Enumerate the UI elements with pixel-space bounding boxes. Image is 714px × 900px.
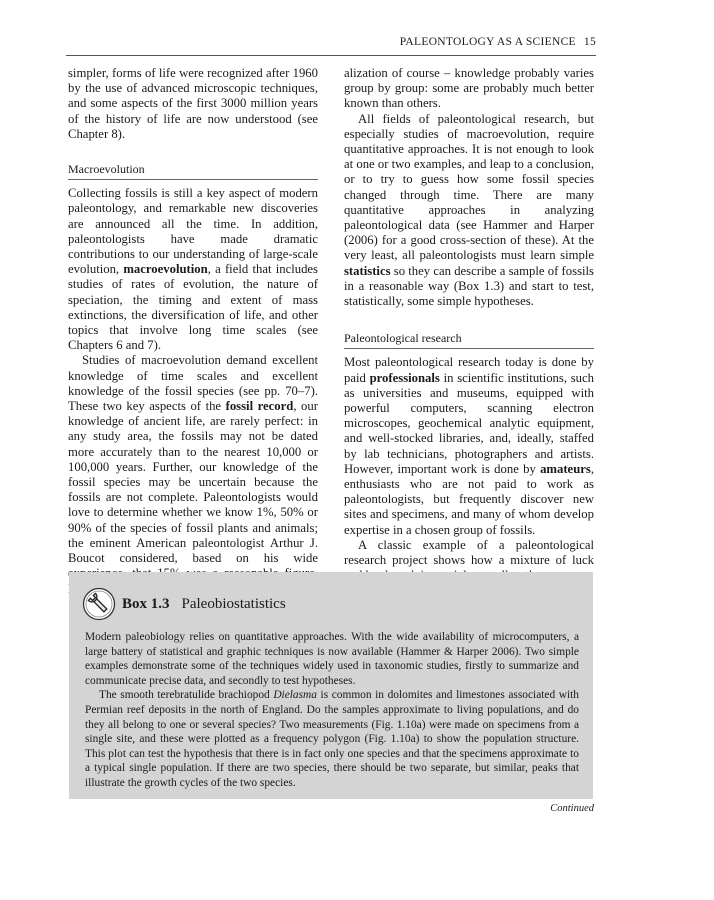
left-column <box>68 66 318 597</box>
running-header <box>66 36 596 54</box>
term-macroevolution: macroevolution <box>123 262 208 277</box>
running-title: PALEONTOLOGY AS A SCIENCE <box>399 36 576 48</box>
box-title: Paleobiostatistics <box>181 595 286 612</box>
box-1-3 <box>69 572 593 799</box>
box-paragraph-1: Modern paleobiology relies on quantitative approaches. With the wide availability of microcomputers, a large battery of statistical and graphic techniques is now available (Hammer & Harper 2006). Two simple examples demonstrate some of the techniques widely used in taxonomic studies, firstly to summarize and communicate precise data, and secondly to test hypotheses. <box>85 631 579 687</box>
macroevolution-paragraph-1: Collecting fossils is still a key aspect of modern paleontology, and remarkable new discoveries are announced all the time. In addition, paleontologists have made dramatic contributions to our understanding of large-scale evolution, macroevolution, a field that includes studies of rates of evolution, the nature of speciation, the timing and extent of mass extinctions, the diversification of life, and other topics that involve long time scales (see Chapters 6 and 7). <box>68 186 318 353</box>
term-statistics: statistics <box>344 263 391 278</box>
header-rule <box>66 55 596 56</box>
macroevolution-paragraph-2: Studies of macroevolution demand excellent knowledge of time scales and excellent knowledge of the fossil species (see pp. 70–7). These two key aspects of the fossil record, our knowledge of ancient life, are rarely perfect: in any study area, the fossils may not be dated more accurately than to the nearest 10,000 or 100,000 years. Further, our knowledge of the fossil species may be uncertain because the fossils are not complete. Paleontologists would love to determine whether we know 1%, 50% or 90% of the species of fossil plants and animals; the eminent American paleontologist Arthur J. Boucot considered, based on his wide <box>68 353 318 566</box>
right-column <box>344 66 594 584</box>
wrench-icon <box>82 587 116 621</box>
continued-label: Continued <box>550 803 594 814</box>
right-paragraph-2: All fields of paleontological research, but especially studies of macroevolution, require quantitative approaches. It is not enough to look at one or two examples, and leap to a conclusion, or to try to guess how some fossil species changed through time. There are many quantitative approaches in analyzing paleontological data (see Hammer and Harper (2006) for a good cross-section of these). At the very least, all paleontologists must learn simple statistics so they can describe a sample of fossils in a reasonable way (Box 1.3) and start to test, statistically, some simple hypotheses. <box>344 111 594 309</box>
research-paragraph-2: A classic example of a paleontological research project shows how a mixture of luck <box>344 537 594 568</box>
intro-paragraph: simpler, forms of life were recognized after 1960 by the use of advanced microscopic techniques, and some aspects of the first 3000 million years of the history of life are now understood (see Chapter 8). <box>68 66 318 141</box>
right-paragraph-1: alization of course – knowledge probably varies group by group: some are probably much better known than others. <box>344 66 594 111</box>
term-professionals: professionals <box>369 370 440 385</box>
box-header <box>82 584 286 624</box>
genus-dielasma: Dielasma <box>273 689 317 702</box>
box-paragraph-2: The smooth terebratulide brachiopod Dielasma is common in dolomites and limestones associated with Permian reef deposits in the north of England. Do the samples approximate to living populations, and do they all belong to one or several species? Two measurements (Fig. 1.10a) were made on specimens from a single site, and these were plotted as a frequency polygon (Fig. 1.10a) to show the population structure. This plot can test the hypothesis that there is in fact only one species and that the specimens approximate to a typical single population. If there are two species, there should be two separate, but similar, peaks that illustrate the growth cycles of the two species. <box>85 689 579 789</box>
research-paragraph-1: Most paleontological research today is done by paid professionals in scientific institutions, such as universities and museums, equipped with powerful computers, scanning electron microscopes, geochemical analytic equipment, and well-stocked libraries, and, ideally, staffed by lab technicians, photographers and artists. However, important work is done by amateurs, enthusiasts who are not paid to work as paleontologists, but frequently discover new sites and specimens, and many of whom develop expertise in a chosen group of fossils. <box>344 355 594 537</box>
section-heading-research: Paleontological research <box>344 331 594 349</box>
term-amateurs: amateurs <box>540 461 591 476</box>
box-number: Box 1.3 <box>122 595 170 612</box>
term-fossil-record: fossil record <box>225 399 294 414</box>
section-heading-macroevolution: Macroevolution <box>68 162 318 180</box>
page-number: 15 <box>583 36 596 48</box>
box-body <box>85 630 579 791</box>
